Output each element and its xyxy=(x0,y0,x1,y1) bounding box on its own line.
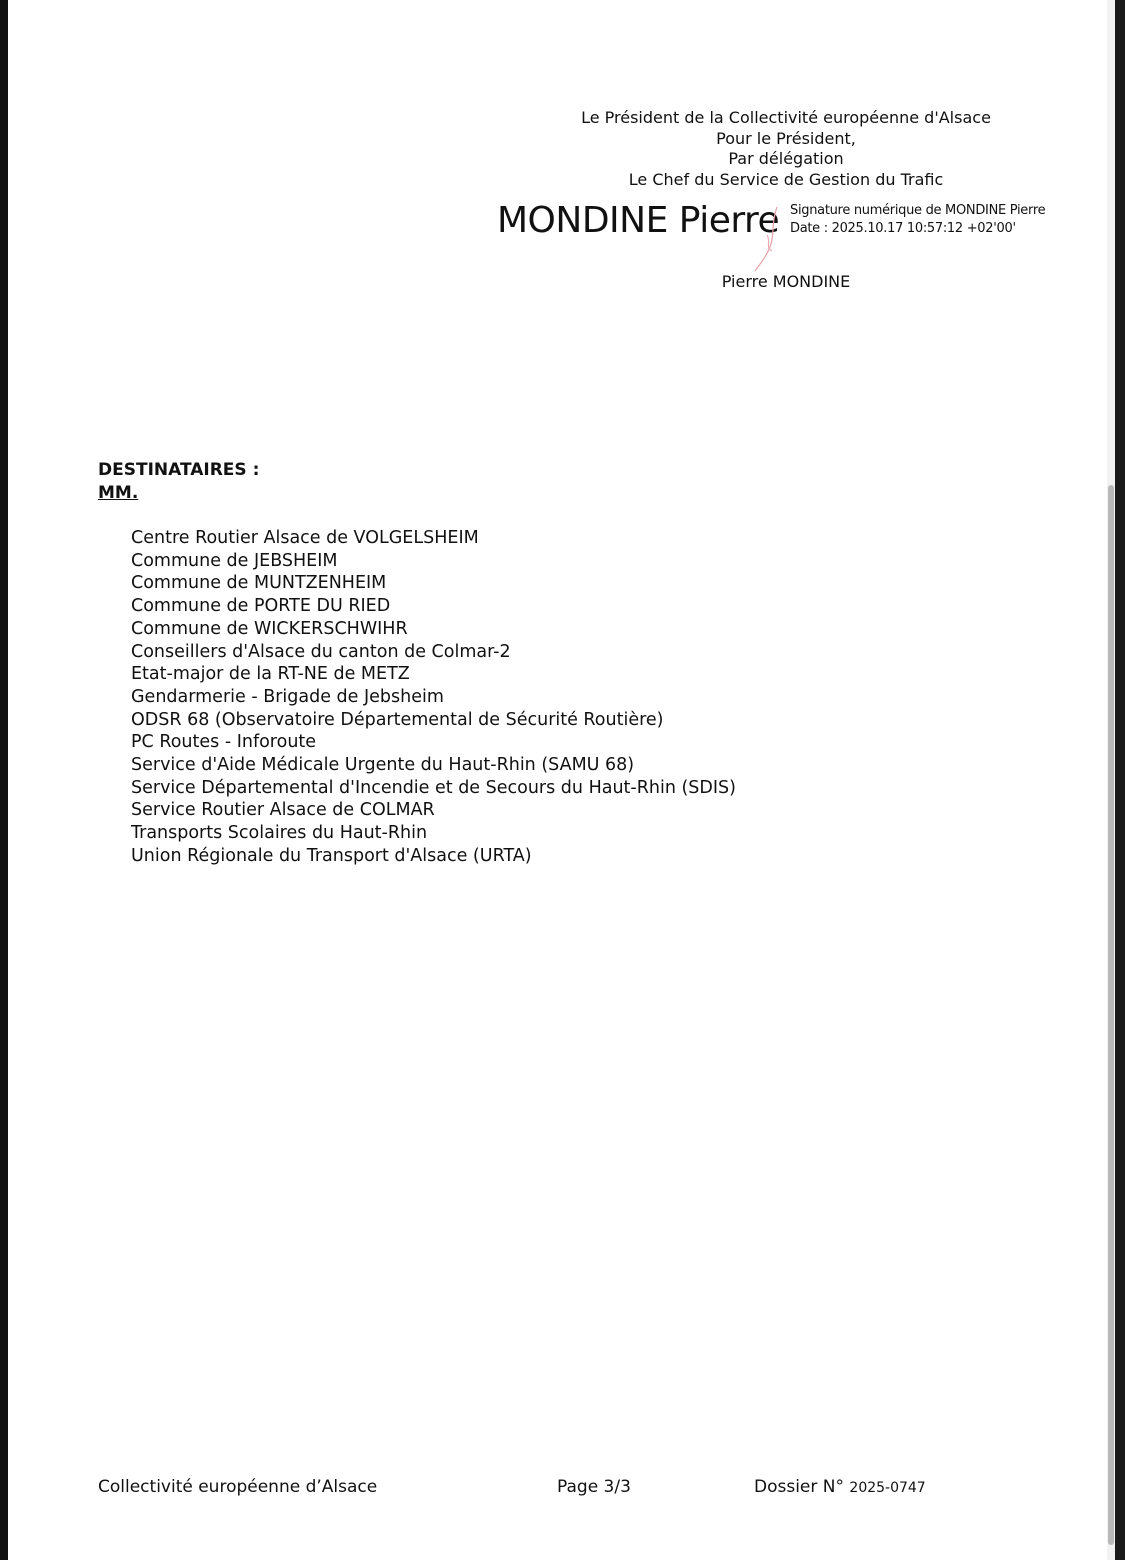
list-item: Gendarmerie - Brigade de Jebsheim xyxy=(131,686,444,707)
list-item: Conseillers d'Alsace du canton de Colmar-2 xyxy=(131,641,511,662)
list-item: Union Régionale du Transport d'Alsace (URTA) xyxy=(131,845,532,866)
scrollbar-thumb[interactable] xyxy=(1108,485,1114,1545)
window-edge-left xyxy=(0,0,8,1560)
list-item: Service Départemental d'Incendie et de Secours du Haut-Rhin (SDIS) xyxy=(131,777,736,798)
recipients-list xyxy=(131,527,736,868)
recipients-salutation: MM. xyxy=(98,483,139,503)
title-line: Le Chef du Service de Gestion du Trafic xyxy=(628,169,944,189)
signature-name: MONDINE Pierre xyxy=(497,200,780,241)
signatory-title xyxy=(500,108,1072,190)
digital-signature xyxy=(497,196,1070,266)
dossier-label: Dossier N° xyxy=(754,1477,844,1497)
list-item: Etat-major de la RT-NE de METZ xyxy=(131,664,410,685)
dossier-number: 2025-0747 xyxy=(849,1480,926,1496)
dossier-reference xyxy=(754,1475,926,1500)
list-item: Commune de PORTE DU RIED xyxy=(131,596,391,617)
page-number: Page 3/3 xyxy=(557,1477,631,1497)
signature-metadata xyxy=(790,202,1045,238)
signature-meta-line: Signature numérique de MONDINE Pierre xyxy=(790,203,1046,218)
title-line: Par délégation xyxy=(728,149,844,168)
title-line: Le Président de la Collectivité européenne d'Alsace xyxy=(581,108,991,127)
handwritten-signature-icon xyxy=(745,205,785,275)
list-item: Commune de MUNTZENHEIM xyxy=(131,573,387,594)
list-item: ODSR 68 (Observatoire Départemental de Sécurité Routière) xyxy=(131,709,664,730)
footer-organization: Collectivité européenne d’Alsace xyxy=(98,1477,378,1497)
list-item: Service d'Aide Médicale Urgente du Haut-Rhin (SAMU 68) xyxy=(131,755,635,776)
list-item: Transports Scolaires du Haut-Rhin xyxy=(131,823,428,844)
signature-date: Date : 2025.10.17 10:57:12 +02'00' xyxy=(790,221,1016,236)
recipients-heading: DESTINATAIRES : xyxy=(98,460,260,480)
signature-block xyxy=(497,108,1070,266)
list-item: Commune de JEBSHEIM xyxy=(131,550,338,571)
title-line: Pour le Président, xyxy=(716,128,856,148)
recipients-section xyxy=(98,459,736,868)
list-item: PC Routes - Inforoute xyxy=(131,732,317,753)
list-item: Commune de WICKERSCHWIHR xyxy=(131,618,408,639)
list-item: Service Routier Alsace de COLMAR xyxy=(131,800,435,821)
signer-name: Pierre MONDINE xyxy=(721,272,851,291)
window-edge-right xyxy=(1115,0,1125,1560)
list-item: Centre Routier Alsace de VOLGELSHEIM xyxy=(131,528,479,548)
